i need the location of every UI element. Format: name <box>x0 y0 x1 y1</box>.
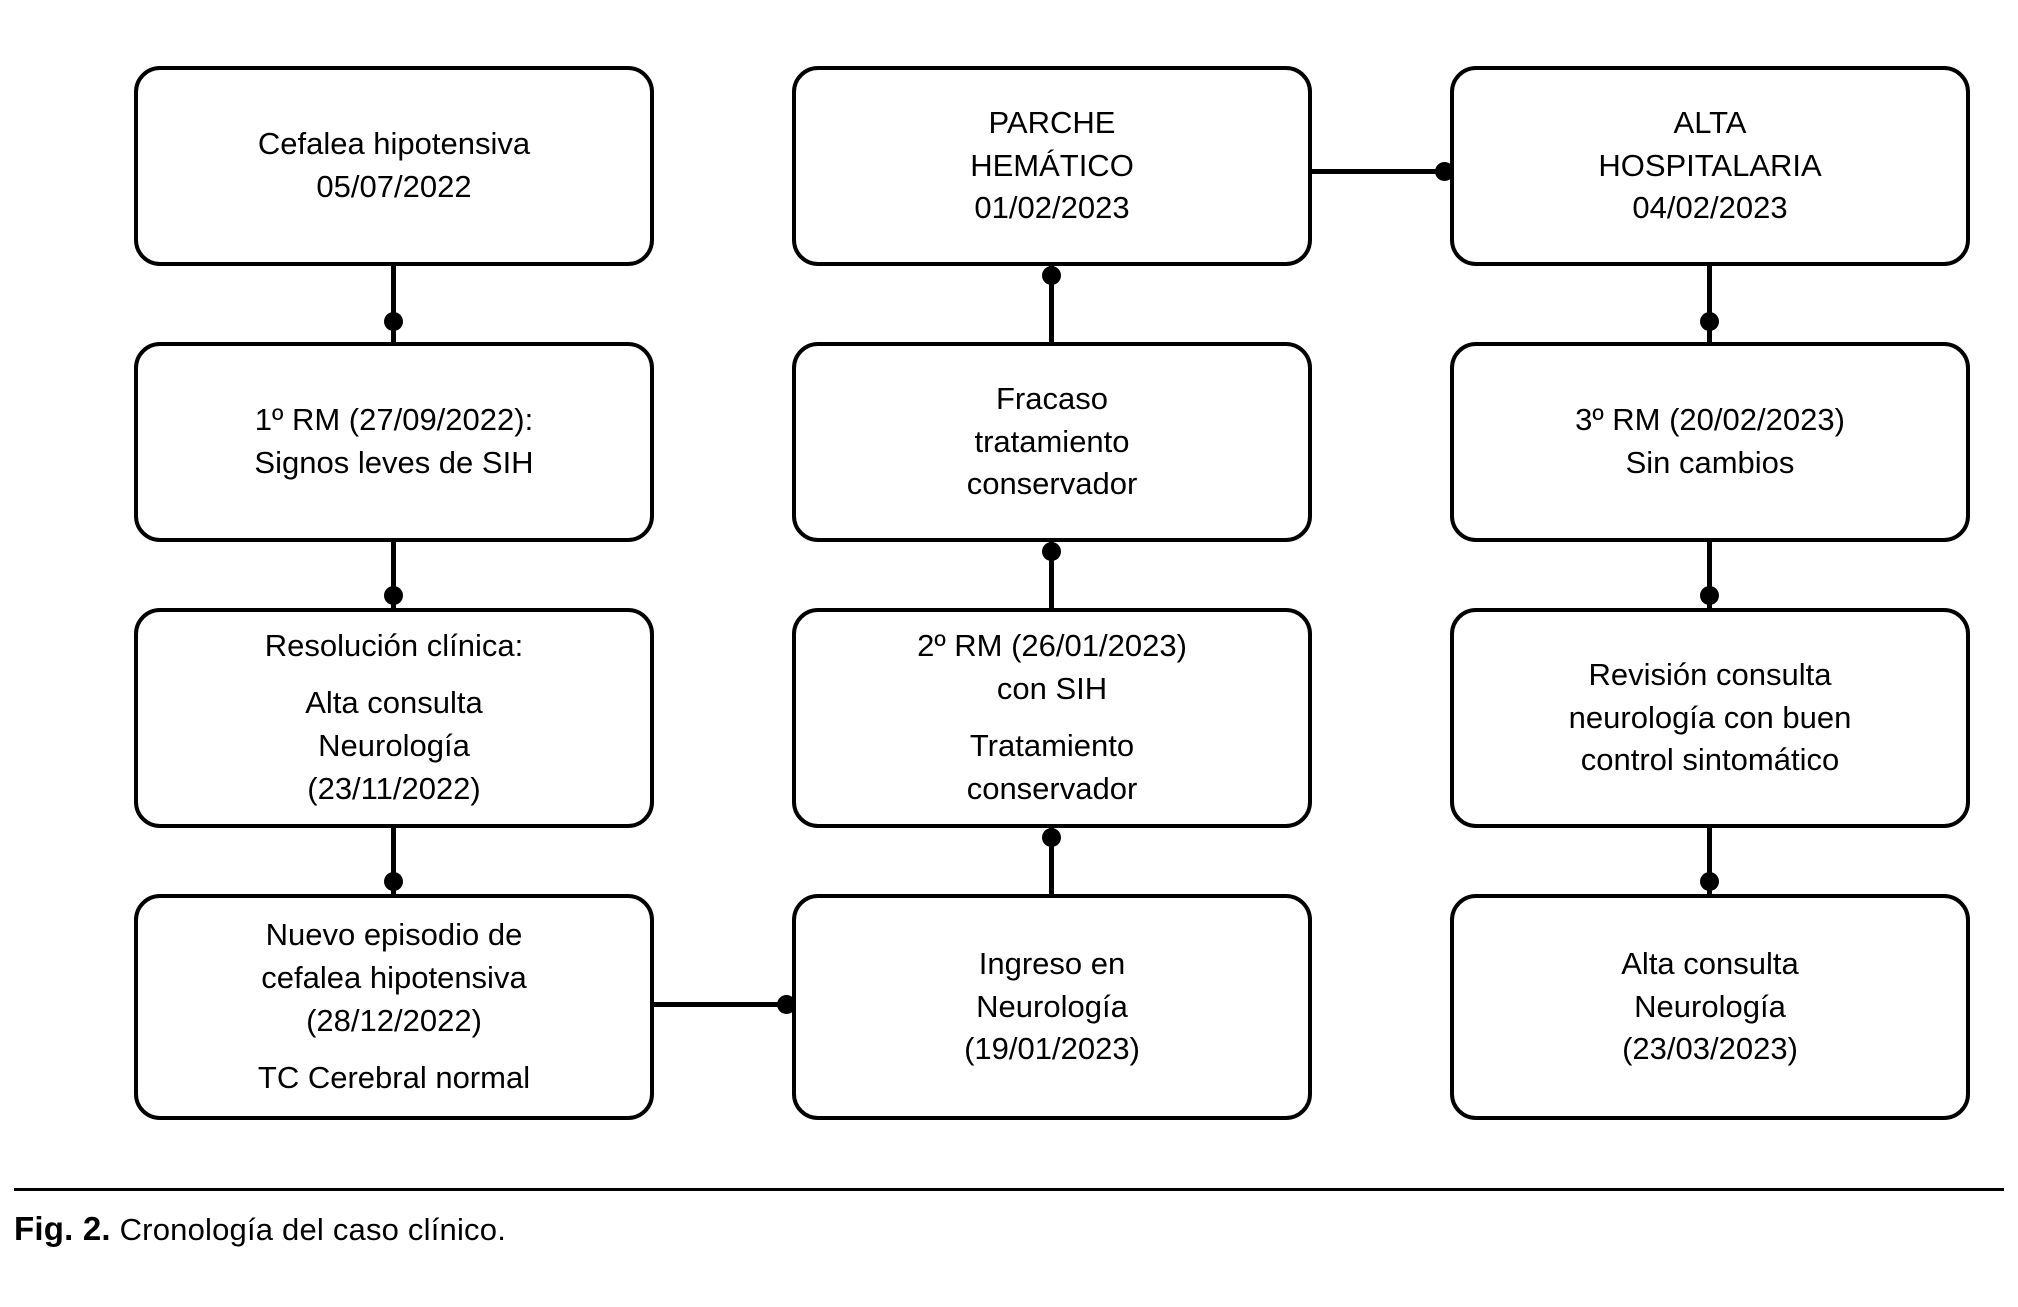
node-line: con SIH <box>996 671 1108 707</box>
node-line: conservador <box>966 466 1138 502</box>
connector-dot <box>1042 542 1061 561</box>
node-line: HOSPITALARIA <box>1598 147 1822 183</box>
node-line: PARCHE <box>988 104 1116 140</box>
node-line: control sintomático <box>1580 742 1840 778</box>
node-line: (19/01/2023) <box>964 1031 1140 1067</box>
node-primera-rm <box>134 342 654 542</box>
node-line: Neurología <box>1634 988 1786 1024</box>
node-fracaso-tratamiento <box>792 342 1312 542</box>
node-line: HEMÁTICO <box>970 147 1134 183</box>
connector-dot <box>1042 828 1061 847</box>
node-line: (23/11/2022) <box>307 770 481 806</box>
node-line: Tratamiento <box>969 728 1135 763</box>
node-line: 04/02/2023 <box>1632 190 1788 226</box>
node-line: (28/12/2022) <box>306 1003 482 1038</box>
connector-dot <box>1700 586 1719 605</box>
node-line: Alta consulta <box>305 685 483 721</box>
node-line: neurología con buen <box>1568 699 1852 735</box>
node-tercera-rm <box>1450 342 1970 542</box>
node-alta-consulta <box>1450 894 1970 1120</box>
node-line: (23/03/2023) <box>1622 1031 1798 1067</box>
node-alta-hospitalaria <box>1450 66 1970 266</box>
node-cefalea-hipotensiva <box>134 66 654 266</box>
node-line: Resolución clínica: <box>264 628 524 664</box>
node-line: ALTA <box>1673 104 1747 140</box>
node-line: cefalea hipotensiva <box>261 960 527 996</box>
figure-caption <box>14 1210 506 1248</box>
node-line: TC Cerebral normal <box>257 1059 531 1095</box>
node-line: Signos leves de SIH <box>254 445 534 480</box>
connector-dot <box>1700 312 1719 331</box>
node-line: Revisión consulta <box>1588 656 1832 692</box>
node-line: 3º RM (20/02/2023) <box>1575 402 1845 438</box>
node-line: Cefalea hipotensiva <box>257 126 531 162</box>
figure-label: Fig. 2. <box>14 1210 111 1247</box>
connector-dot <box>1700 872 1719 891</box>
node-line: 05/07/2022 <box>316 169 472 204</box>
node-line: Ingreso en <box>978 945 1126 981</box>
figure-caption-text: Cronología del caso clínico. <box>119 1212 507 1247</box>
node-line: 1º RM (27/09/2022): <box>254 402 534 438</box>
node-line: 2º RM (26/01/2023) <box>917 628 1187 664</box>
node-line: Nuevo episodio de <box>265 917 523 953</box>
connector-dot <box>1042 266 1061 285</box>
node-line: Fracaso <box>996 380 1108 416</box>
node-line: Sin cambios <box>1625 445 1795 480</box>
node-segunda-rm <box>792 608 1312 828</box>
connector-dot <box>384 312 403 331</box>
caption-divider <box>14 1188 2004 1191</box>
node-ingreso-neurologia <box>792 894 1312 1120</box>
connector-dot <box>384 872 403 891</box>
node-parche-hematico <box>792 66 1312 266</box>
connector-dot <box>384 586 403 605</box>
node-line: 01/02/2023 <box>974 190 1130 226</box>
node-line: conservador <box>966 770 1138 806</box>
node-resolucion-clinica <box>134 608 654 828</box>
node-revision-consulta <box>1450 608 1970 828</box>
node-nuevo-episodio <box>134 894 654 1120</box>
node-line: Neurología <box>976 988 1128 1024</box>
node-line: Neurología <box>318 728 470 763</box>
node-line: Alta consulta <box>1621 945 1799 981</box>
node-line: tratamiento <box>974 423 1130 459</box>
